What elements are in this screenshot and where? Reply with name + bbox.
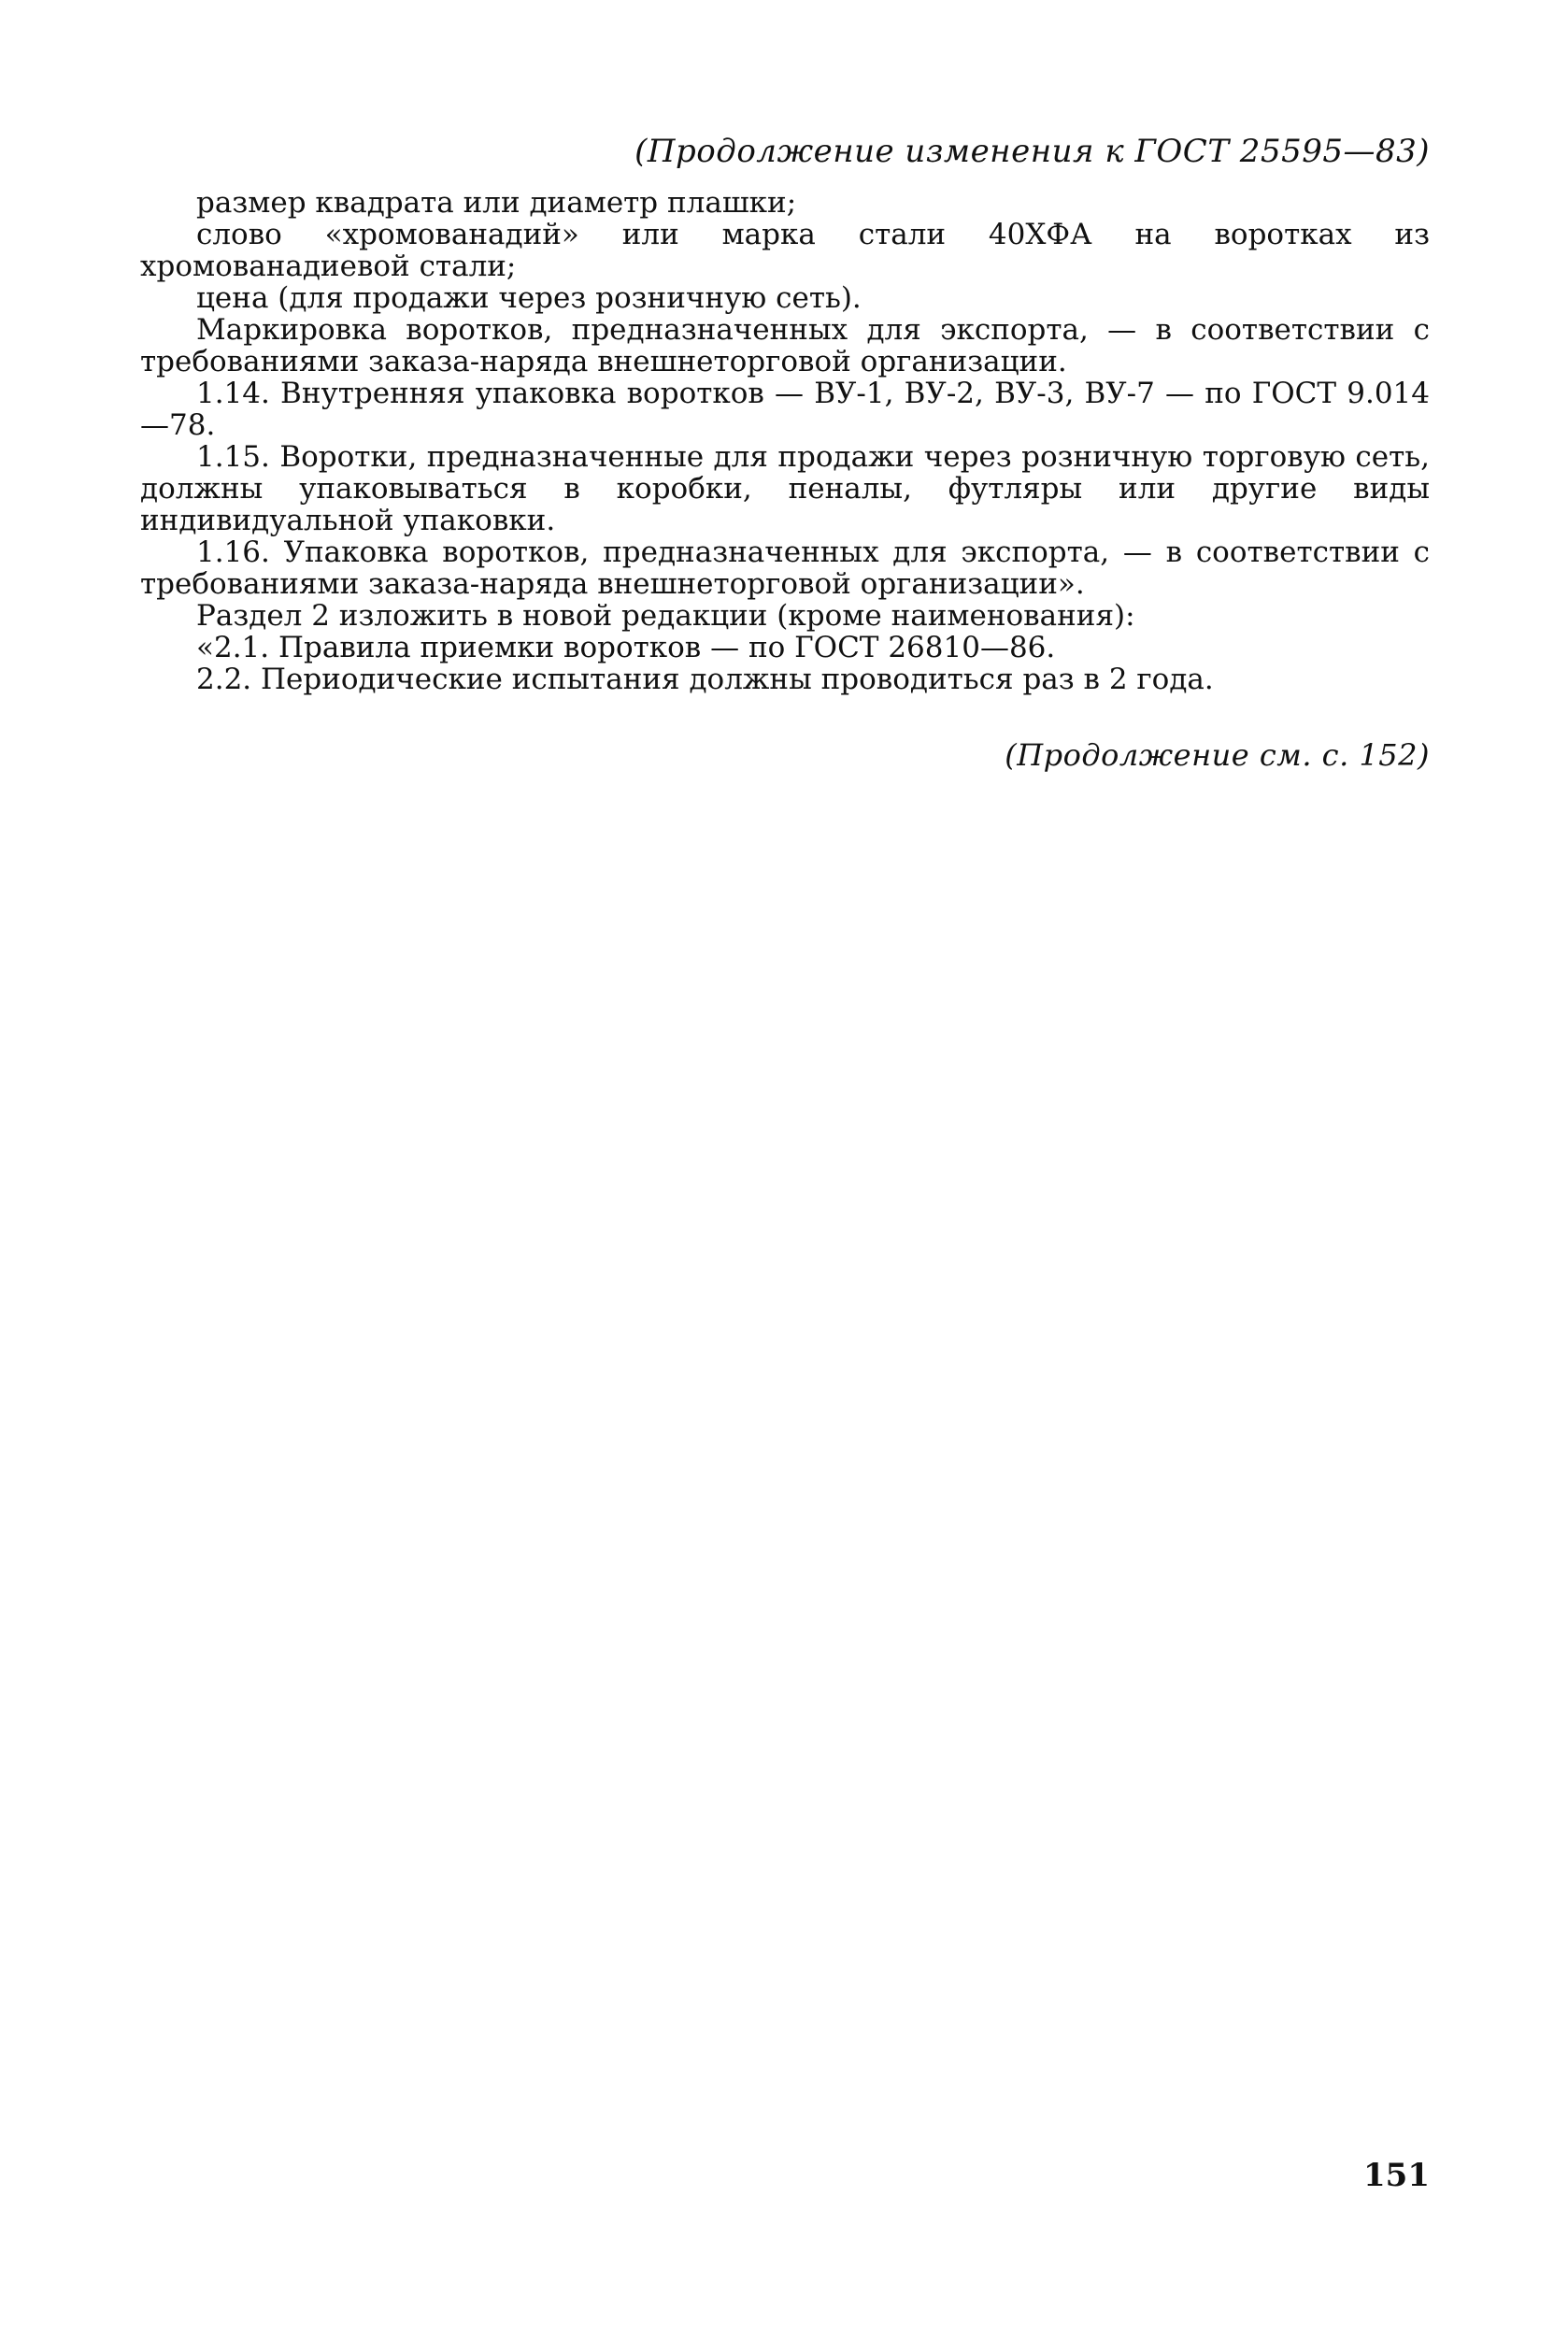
paragraph-1-15: 1.15. Воротки, предназначенные для продажи через розничную торговую сеть, должны упаковываться в коробки, пеналы, футляры или другие виды индивидуальной упаковки. — [140, 440, 1430, 537]
paragraph-section-2: Раздел 2 изложить в новой редакции (кроме наименования): — [196, 599, 1135, 633]
continuation-footer: (Продолжение см. с. 152) — [1005, 737, 1430, 773]
paragraph-size-marking: размер квадрата или диаметр плашки; — [196, 186, 797, 220]
paragraph-price: цена (для продажи через розничную сеть). — [196, 281, 862, 315]
paragraph-steel-marking: слово «хромованадий» или марка стали 40ХФА на воротках из хромованадиевой стали; — [140, 218, 1430, 283]
page-number: 151 — [1363, 2157, 1430, 2194]
continuation-header: (Продолжение изменения к ГОСТ 25595—83) — [634, 133, 1430, 170]
paragraph-export-marking: Маркировка воротков, предназначенных для экспорта, — в соответствии с требованиями заказа-наряда внешнеторговой организации. — [140, 313, 1430, 378]
paragraph-2-1: «2.1. Правила приемки воротков — по ГОСТ 26810—86. — [196, 631, 1056, 664]
document-body — [140, 187, 1430, 695]
paragraph-1-16: 1.16. Упаковка воротков, предназначенных для экспорта, — в соответствии с требованиями заказа-наряда внешнеторговой организации». — [140, 535, 1430, 601]
paragraph-1-14: 1.14. Внутренняя упаковка воротков — ВУ-1, ВУ-2, ВУ-3, ВУ-7 — по ГОСТ 9.014—78. — [140, 377, 1430, 442]
paragraph-2-2: 2.2. Периодические испытания должны проводиться раз в 2 года. — [196, 663, 1214, 696]
